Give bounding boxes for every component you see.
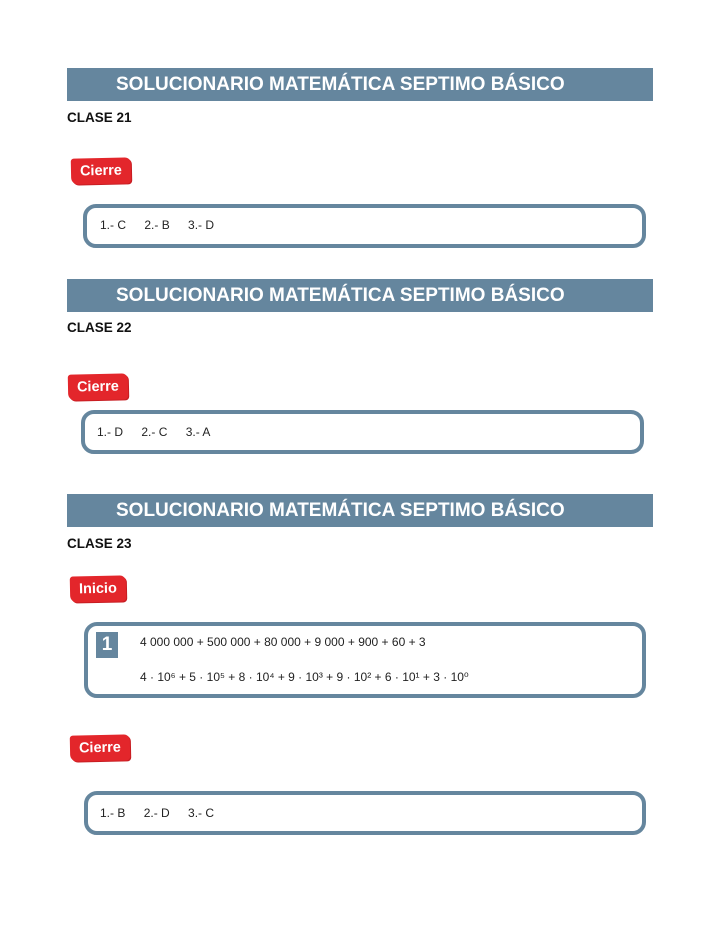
- answer-3: 3.- C: [188, 806, 215, 820]
- exercise-number-badge: 1: [96, 632, 118, 658]
- clase-21-label: CLASE 21: [67, 110, 132, 125]
- answers-clase-22: [97, 425, 225, 439]
- section-header-clase-23: SOLUCIONARIO MATEMÁTICA SEPTIMO BÁSICO: [67, 494, 653, 527]
- answer-1: 1.- C: [100, 218, 127, 232]
- clase-22-label: CLASE 22: [67, 320, 132, 335]
- answer-3: 3.- D: [188, 218, 215, 232]
- answers-clase-21: [100, 218, 229, 232]
- exercise-box-clase-23: [84, 622, 646, 698]
- answers-clase-23: [100, 806, 229, 820]
- answer-2: 2.- C: [141, 425, 168, 439]
- answer-3: 3.- A: [185, 425, 211, 439]
- clase-23-label: CLASE 23: [67, 536, 132, 551]
- cierre-tag-clase-21: Cierre: [71, 157, 131, 184]
- cierre-tag-clase-22: Cierre: [68, 373, 128, 400]
- cierre-tag-clase-23: Cierre: [70, 734, 130, 761]
- section-header-clase-22: SOLUCIONARIO MATEMÁTICA SEPTIMO BÁSICO: [67, 279, 653, 312]
- answer-2: 2.- D: [143, 806, 170, 820]
- answer-1: 1.- D: [97, 425, 124, 439]
- powers-of-ten-line: 4 · 10⁶ + 5 · 10⁵ + 8 · 10⁴ + 9 · 10³ + 9 · 10² + 6 · 10¹ + 3 · 10⁰: [140, 670, 469, 684]
- inicio-tag-clase-23: Inicio: [70, 575, 126, 602]
- answer-2: 2.- B: [144, 218, 170, 232]
- section-header-clase-21: SOLUCIONARIO MATEMÁTICA SEPTIMO BÁSICO: [67, 68, 653, 101]
- expanded-form-line: 4 000 000 + 500 000 + 80 000 + 9 000 + 900 + 60 + 3: [140, 635, 426, 649]
- answer-1: 1.- B: [100, 806, 126, 820]
